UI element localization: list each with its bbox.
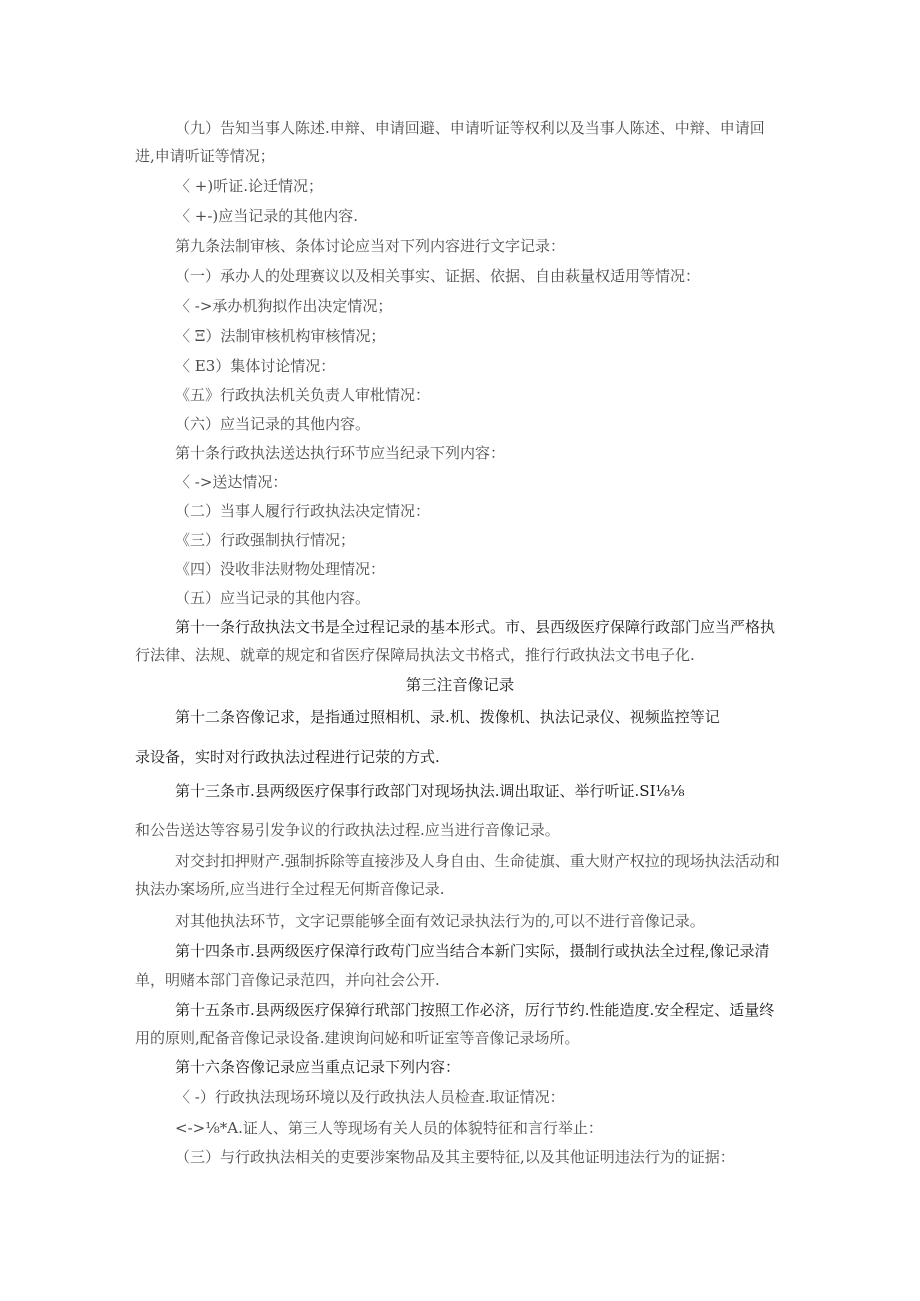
text-line: 《三）行政强制执行情况； (175, 531, 356, 549)
text-line: 第十一条行敌执法文书是全过程记录的基本形式。市、县西级医疗保障行政部门应当严格执 (175, 618, 776, 636)
text-line: 〈 ->承办机狗拟作出决定情况； (175, 297, 393, 315)
text-line: 第九条法制审核、条体讨论应当对下列内容进行文字记录： (175, 237, 566, 255)
section-heading: 第三注音像记录 (405, 676, 515, 694)
text-line: 〈 +)听证.论迁情况； (175, 177, 323, 195)
text-line: （三）与行政执法相关的吏要涉案物品及其主要特征,以及其他证明违法行为的证据： (175, 1148, 735, 1166)
text-line: 和公告送达等容易引发争议的行政执法过程.应当进行音像记录。 (135, 821, 560, 839)
text-line: 《四）没收非法财物处理情况： (175, 560, 386, 578)
text-line: 用的原则,配备音像记录设备.建谀询问妼和听证室等音像记录场所。 (135, 1029, 580, 1047)
text-line: <->⅛*A.证人、第三人等现场有关人员的体貌特征和言行举止： (175, 1119, 603, 1137)
text-line: 第十六条咨像记录应当重点记录下列内容： (175, 1058, 461, 1076)
text-line: 〈 E3）集体讨论情况： (175, 357, 336, 375)
text-line: 对交封扣押财产.强制拆除等直接涉及人身自由、生命徒旗、重大财产权拉的现场执法活动和 (175, 852, 780, 870)
text-line: 《五》行政执法机关负责人审枇情况： (175, 386, 431, 404)
text-line: （五）应当记录的其他内容。 (175, 589, 371, 607)
text-line: （九）告知当事人陈述.申辩、申请回避、申请听证等权利以及当事人陈述、中辩、申请回 (175, 119, 765, 137)
text-line: 对其他执法环节，文字记票能够全面有效记录执法行为的,可以不进行音像记录。 (175, 912, 705, 930)
text-line: 第十四条市.县两级医疗保漳行政苟门应当结合本新门实际，摄制行或执法全过程,像记录清 (175, 942, 770, 960)
text-line: 第十三条市.县两级医疗保事行政部门对现场执法.调出取证、举行听证.SI⅛⅛ (175, 782, 685, 800)
text-line: 录设备，实时对行政执法过程进行记荥的方式. (135, 748, 440, 766)
text-line: 单，明赌本部门音像记录范四，并向社会公开. (135, 971, 440, 989)
text-line: 第十条行政执法送达执行环节应当纪录下列内容： (175, 444, 506, 462)
text-line: 行法律、法规、就章的规定和省医疗保障局执法文书格式，推行行政执法文书电子化. (135, 646, 695, 664)
text-line: 第十五条市.县两级医疗保獐行玳部门按照工作必济，厉行节约.性能造度.安全程定、适量终 (175, 1001, 775, 1019)
text-line: 〈 Ξ）法制审核机构审核情况； (175, 327, 386, 345)
text-line: （六）应当记录的其他内容。 (175, 415, 371, 433)
text-line: （一）承办人的处理赛议以及相关事实、证据、依据、自由萩量权适用等情况： (175, 267, 701, 285)
text-line: 第十二条咨像记求，是指通过照相机、录.机、拨像机、执法记录仪、视频监控等记 (175, 708, 720, 726)
text-line: 执法办案场所,应当进行全过程无何斯音像记录. (135, 880, 445, 898)
text-line: 〈 -）行政执法现场环境以及行政执法人员检查.取证情况： (175, 1088, 565, 1106)
text-line: （二）当事人履行行政执法决定情况： (175, 502, 431, 520)
text-line: 〈 ->送达情况： (175, 473, 288, 491)
text-line: 进,申请听证等情况； (135, 147, 275, 165)
text-line: 〈 +-)应当记录的其他内容. (175, 207, 359, 225)
